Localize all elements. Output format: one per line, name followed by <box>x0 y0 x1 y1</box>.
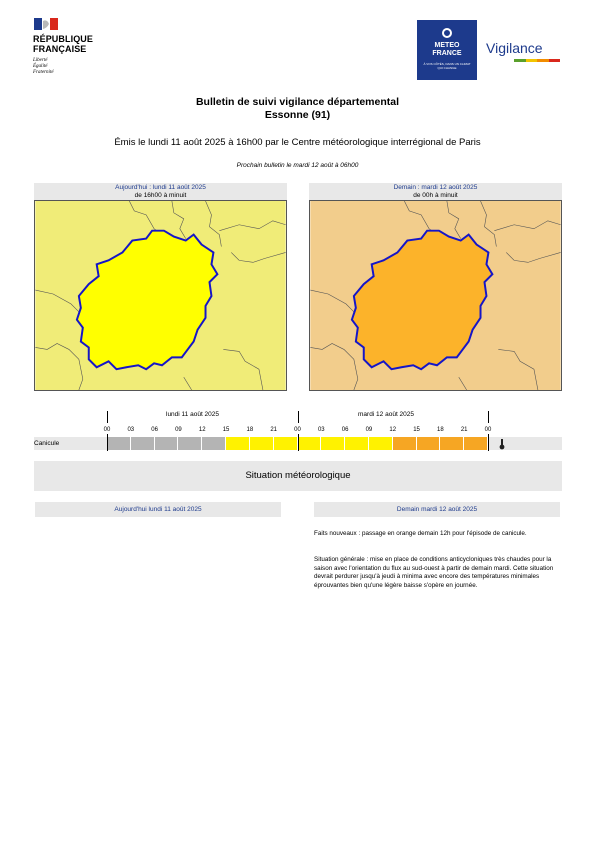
vigilance-green <box>514 59 526 62</box>
map-tomorrow-header <box>309 183 562 200</box>
department-title: Essonne (91) <box>264 109 331 121</box>
vigilance-color-bar <box>514 59 560 62</box>
timeline-hour-label: 00 <box>103 427 111 433</box>
timeline-level-segment-orange <box>417 437 441 450</box>
phenomenon-label: Canicule <box>34 440 60 447</box>
timeline-level-segment-jaune <box>226 437 250 450</box>
timeline-day1-label: lundi 11 août 2025 <box>166 411 220 418</box>
vigilance-red <box>549 59 561 62</box>
republic-line-1: RÉPUBLIQUE <box>33 34 94 44</box>
situation-heading: Situation météorologique <box>34 461 562 491</box>
timeline-level-segment-orange <box>440 437 464 450</box>
marianne-flag-icon <box>34 18 58 30</box>
timeline-day2-label: mardi 12 août 2025 <box>358 411 415 418</box>
vigilance-yellow <box>526 59 538 62</box>
timeline-hour-label: 15 <box>413 427 420 433</box>
timeline-level-segment-jaune <box>369 437 393 450</box>
map-today-svg <box>35 201 286 390</box>
timeline-level-segment-orange <box>393 437 417 450</box>
timeline-hour-label: 15 <box>222 427 230 433</box>
map-panel-today <box>34 183 287 391</box>
timeline-hour-label: 06 <box>341 427 349 433</box>
tomorrow-heading: Demain mardi 12 août 2025 <box>314 502 560 517</box>
timeline-hour-label: 09 <box>175 427 182 433</box>
timeline-level-segment-jaune <box>321 437 345 450</box>
map-tomorrow <box>309 200 562 391</box>
timeline-hour-label: 00 <box>484 427 492 433</box>
republic-motto <box>33 58 54 76</box>
timeline-level-segment-gris <box>202 437 226 450</box>
map-tomorrow-sub: de 00h à minuit <box>413 192 458 199</box>
bulletin-title: Bulletin de suivi vigilance départemental <box>195 96 400 108</box>
map-tomorrow-svg <box>310 201 561 390</box>
map-panel-tomorrow <box>309 183 562 391</box>
timeline-level-segment-orange <box>464 437 488 450</box>
timeline-level-segment-jaune <box>274 437 298 450</box>
timeline-hour-label: 03 <box>127 427 135 433</box>
map-today-label: Aujourd'hui : lundi 11 août 2025 <box>115 184 206 191</box>
timeline-level-segment-jaune <box>250 437 274 450</box>
timeline-end-line <box>488 434 489 451</box>
map-today-header <box>34 183 287 200</box>
timeline-level-segment-jaune <box>298 437 322 450</box>
today-heading: Aujourd'hui lundi 11 août 2025 <box>35 502 281 517</box>
timeline-hour-label: 18 <box>437 427 444 433</box>
map-today <box>34 200 287 391</box>
republique-francaise-logo-text <box>33 34 93 54</box>
meteo-france-emblem-icon <box>442 28 452 38</box>
timeline-hour-label: 12 <box>198 427 206 433</box>
vigilance-orange <box>537 59 549 62</box>
thermometer-icon <box>499 439 505 450</box>
timeline-day-marker-1 <box>107 411 108 423</box>
motto-fraternite: Fraternité <box>33 70 54 75</box>
timeline-hour-label: 03 <box>317 427 325 433</box>
timeline-hour-label: 06 <box>151 427 158 433</box>
issued-line: Émis le lundi 11 août 2025 à 16h00 par le Centre météorologique interrégional de Paris <box>114 137 481 148</box>
timeline-hour-label: 21 <box>270 427 278 433</box>
next-bulletin-line: Prochain bulletin le mardi 12 août à 06h00 <box>236 162 359 169</box>
meteo-france-logo <box>417 20 477 80</box>
timeline-hour-label: 12 <box>389 427 397 433</box>
timeline-day-marker-3 <box>488 411 489 423</box>
timeline-hour-label: 21 <box>460 427 468 433</box>
map-tomorrow-label: Demain : mardi 12 août 2025 <box>393 184 478 191</box>
timeline-level-segment-gris <box>178 437 202 450</box>
map-today-sub: de 16h00 à minuit <box>134 192 187 199</box>
meteo-france-tagline: À VOS CÔTÉS, DANS UN CLIMAT QUI CHANGE <box>423 62 471 70</box>
timeline-level-segment-gris <box>155 437 179 450</box>
motto-egalite: Égalité <box>33 64 48 69</box>
tomorrow-new-facts: Faits nouveaux : passage en orange demain 12h pour l'épisode de canicule. <box>314 530 527 537</box>
timeline-hour-label: 09 <box>365 427 373 433</box>
timeline-hour-label: 18 <box>246 427 254 433</box>
timeline-hour-label: 00 <box>294 427 301 433</box>
timeline-level-segment-gris <box>107 437 131 450</box>
timeline-midnight-line <box>298 434 299 451</box>
timeline-day-marker-2 <box>298 411 299 423</box>
timeline-start-line <box>107 434 108 451</box>
republic-line-2: FRANÇAISE <box>33 44 87 54</box>
meteo-france-name: METEO FRANCE <box>432 42 462 57</box>
vigilance-logo-text: Vigilance <box>486 40 543 56</box>
tomorrow-general-situation: Situation générale : mise en place de conditions anticycloniques très chaudes pour la saison avec l'orientation du flux au sud-ouest à partir de demain mardi. Cette situation devrait perdurer jusqu'à jeudi à minima avec encore des températures minimales éprouvantes bien qu'une légère baisse s'opère en journée. <box>314 556 554 589</box>
timeline-level-segment-jaune <box>345 437 369 450</box>
motto-liberte: Liberté <box>33 58 48 63</box>
timeline-level-segment-gris <box>131 437 155 450</box>
